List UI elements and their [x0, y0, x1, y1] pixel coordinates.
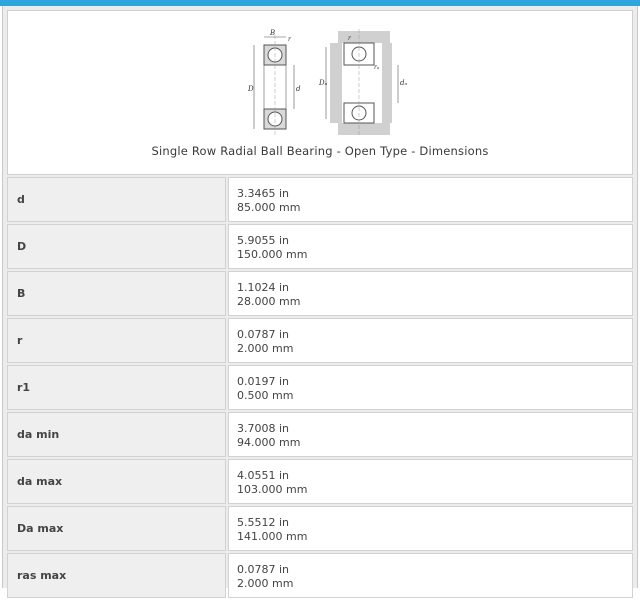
value-inch: 3.3465 in	[237, 187, 290, 200]
label-da: dₐ	[400, 79, 408, 87]
value-mm: 150.000 mm	[237, 248, 308, 261]
table-row	[7, 224, 633, 271]
table-row	[7, 318, 633, 365]
value-inch: 0.0197 in	[237, 375, 290, 388]
row-label: r1	[7, 365, 226, 410]
label-ra: rₐ	[374, 64, 380, 71]
value-mm: 103.000 mm	[237, 483, 308, 496]
value-mm: 94.000 mm	[237, 436, 301, 449]
row-label: Da max	[7, 506, 226, 551]
value-mm: 28.000 mm	[237, 295, 301, 308]
value-mm: 2.000 mm	[237, 577, 294, 590]
value-inch: 1.1024 in	[237, 281, 290, 294]
row-label: r	[7, 318, 226, 363]
table-row	[7, 365, 633, 412]
value-mm: 141.000 mm	[237, 530, 308, 543]
table-row	[7, 553, 633, 600]
mounting-drawing	[326, 29, 398, 137]
row-label: D	[7, 224, 226, 269]
value-mm: 2.000 mm	[237, 342, 294, 355]
value-inch: 3.7008 in	[237, 422, 290, 435]
row-value	[228, 318, 633, 363]
label-r-mount: r	[348, 35, 351, 42]
table-row	[7, 271, 633, 318]
diagram-panel	[7, 10, 633, 175]
row-value	[228, 224, 633, 269]
diagram-caption: Single Row Radial Ball Bearing - Open Type - Dimensions	[151, 144, 489, 158]
bearing-dimension-diagram	[240, 27, 410, 139]
value-inch: 5.9055 in	[237, 234, 290, 247]
table-row	[7, 459, 633, 506]
label-D: D	[248, 85, 254, 93]
row-label: ras max	[7, 553, 226, 598]
label-r: r	[288, 36, 291, 43]
row-value	[228, 412, 633, 457]
row-value	[228, 271, 633, 316]
row-label: da max	[7, 459, 226, 504]
row-value	[228, 553, 633, 598]
row-value	[228, 459, 633, 504]
table-row	[7, 506, 633, 553]
row-label: B	[7, 271, 226, 316]
value-inch: 4.0551 in	[237, 469, 290, 482]
value-mm: 85.000 mm	[237, 201, 301, 214]
value-inch: 0.0787 in	[237, 328, 290, 341]
label-Da: Dₐ	[319, 79, 328, 87]
table-row	[7, 412, 633, 459]
label-d: d	[296, 85, 301, 93]
value-mm: 0.500 mm	[237, 389, 294, 402]
row-label: da min	[7, 412, 226, 457]
row-value	[228, 365, 633, 410]
value-inch: 0.0787 in	[237, 563, 290, 576]
value-inch: 5.5512 in	[237, 516, 290, 529]
row-value	[228, 177, 633, 222]
row-value	[228, 506, 633, 551]
dimensions-table	[7, 177, 633, 600]
bearing-cross-section	[254, 35, 294, 137]
table-row	[7, 177, 633, 224]
label-B: B	[270, 29, 276, 37]
row-label: d	[7, 177, 226, 222]
